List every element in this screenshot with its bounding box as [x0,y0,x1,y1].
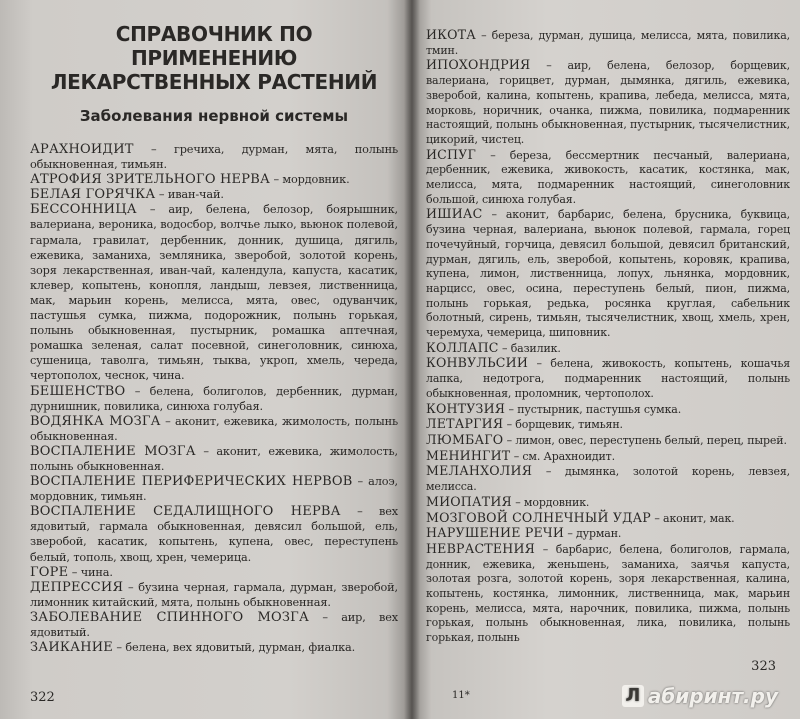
entry-plants: – чина. [68,565,113,579]
entry-plants: – береза, дурман, душица, мелисса, мята, повилика, тмин. [426,29,790,57]
entry-term: НАРУШЕНИЕ РЕЧИ [426,525,565,541]
entry-term: АТРОФИЯ ЗРИТЕЛЬНОГО НЕРВА [30,172,270,188]
page-number-left: 322 [30,690,55,705]
entry-plants: – аконит, мак. [651,511,735,525]
dictionary-entry [426,433,790,449]
entry-plants: – белена, болиголов, дербенник, дурман, дурнишник, повилика, синюха голубая. [30,384,398,413]
entry-plants: – борщевик, тимьян. [503,418,623,432]
section-subtitle: Заболевания нервной системы [79,107,349,125]
entry-plants: – бузина черная, гармала, дурман, зверобой, лимонник китайский, мята, полынь обыкновенная. [30,580,398,609]
dictionary-entry [426,356,790,401]
dictionary-entry [30,565,398,580]
entry-term: ВОСПАЛЕНИЕ ПЕРИФЕРИЧЕСКИХ НЕРВОВ [30,474,353,490]
dictionary-entry [426,449,790,465]
entry-term: ЛЮМБАГО [426,431,504,447]
entry-plants: – лимон, овес, переступень белый, перец, пырей. [503,433,787,447]
entry-term: ЛЕТАРГИЯ [426,416,504,432]
dictionary-entry [426,495,790,511]
entry-plants: – аир, белена, белозор, боярышник, валериана, вероника, водосбор, волчье лыко, вьюнок полевой, гармала, гравилат, дербенник, донник, душица, дягиль, ежевика, заманиха, земляника, зверобой, золотой корень, зоря лекарственная, иван-чай, календула, капуста, касатик, клевер, копытень, конопля, ландыш, левзея, лиственница, мак, марьин корень, мелисса, мята, овес, одуванчик, пастушья сумка, пижма, подорожник, полынь горькая, полынь обыкновенная, пустырник, ромашка аптечная, ромашка зеленая, салат посевной, синеголовник, синюха, сушеница, таволга, тимьян, тыква, укроп, хмель, череда, чертополох, чеснок, чина. [30,203,398,383]
entry-plants: – аконит, ежевика, жимолость, полынь обыкновенная. [30,444,399,473]
entry-plants: – вех ядовитый, гармала обыкновенная, девясил большой, ель, зверобой, касатик, копытень, купена, овес, переступень белый, тополь, хвощ, хрен, чемерица. [30,505,398,564]
entry-term: ДЕПРЕССИЯ [30,579,124,595]
entry-plants: – мордовник. [270,173,350,187]
entry-plants: – аир, белена, белозор, борщевик, валериана, горицвет, дурман, дымянка, дягиль, ежевика, зверобой, калина, копытень, крапива, лебеда, мелисса, мята, морковь, норичник, очанка, пижма, повилика, подмаренник настоящий, полынь обыкновенная, пустырник, тысячелистник, цикорий, чистец. [426,59,790,146]
entry-plants: – пустырник, пастушья сумка. [505,402,682,416]
signature-mark: 11* [452,690,470,701]
title-line-2: ЛЕКАРСТВЕННЫХ РАСТЕНИЙ [50,70,378,94]
entry-plants: – мордовник. [511,495,590,509]
entry-term: ЗАБОЛЕВАНИЕ СПИННОГО МОЗГА [30,609,310,625]
entry-plants: – базилик. [498,341,561,355]
entry-term: НЕВРАСТЕНИЯ [426,540,536,556]
entry-plants: – береза, бессмертник песчаный, валериана, дербенник, ежевика, живокость, касатик, костянка, мак, мелисса, мята, подмаренник настоящий, синеголовник большой, синюха голубая. [426,148,790,206]
entry-term: МИОПАТИЯ [426,493,512,509]
dictionary-entry [30,504,398,564]
dictionary-entry [30,142,398,172]
dictionary-entry [426,58,790,147]
entry-plants: – см. Арахноидит. [510,449,615,463]
dictionary-entry [30,610,398,640]
entry-term: КОЛЛАПС [426,339,499,355]
entry-term: ГОРЕ [30,564,69,580]
entry-term: БЕССОННИЦА [30,202,137,218]
labirint-watermark [622,684,778,708]
dictionary-entry [426,341,790,357]
entry-term: БЕШЕНСТВО [30,383,126,399]
labirint-logo-icon: Л [622,685,644,707]
dictionary-entry [426,464,790,494]
entry-plants: – иван-чай. [155,188,224,202]
dictionary-entry [30,474,398,504]
entry-term: МЕЛАНХОЛИЯ [426,463,533,479]
watermark-text: абиринт.ру [647,684,778,708]
left-entry-list [30,142,398,655]
dictionary-entry [426,148,790,208]
entry-plants: – дымянка, золотой корень, левзея, мелисса. [426,465,790,494]
dictionary-entry [30,172,398,187]
dictionary-entry [426,526,790,542]
entry-term: ВОСПАЛЕНИЕ МОЗГА [30,443,196,459]
entry-term: АРАХНОИДИТ [30,142,134,157]
dictionary-entry [30,640,398,655]
dictionary-entry [30,580,398,610]
entry-plants: – аконит, ежевика, жимолость, полынь обыкновенная. [30,414,398,443]
dictionary-entry [30,384,398,414]
entry-plants: – белена, живокость, копытень, кошачья лапка, недотрога, подмаренник настоящий, полынь обыкновенная, проломник, чертополох. [426,357,790,400]
entry-plants: – дурман. [564,527,622,541]
dictionary-entry [30,187,398,202]
dictionary-entry [426,542,790,646]
dictionary-entry [30,444,398,474]
right-page [412,0,800,719]
dictionary-entry [426,511,790,527]
title-line-1: СПРАВОЧНИК ПО ПРИМЕНЕНИЮ [115,22,313,70]
entry-term: КОНВУЛЬСИИ [426,355,529,371]
entry-plants: – гречиха, дурман, мята, полынь обыкновенная, тимьян. [30,143,398,172]
dictionary-entry [426,402,790,418]
entry-term: ИПОХОНДРИЯ [426,57,531,73]
entry-term: ИШИАС [426,206,483,222]
dictionary-entry [30,202,398,383]
entry-term: ИСПУГ [426,146,477,162]
right-entry-list [426,28,790,646]
entry-term: БЕЛАЯ ГОРЯЧКА [30,187,156,203]
entry-term: МОЗГОВОЙ СОЛНЕЧНЫЙ УДАР [426,509,651,525]
book-gutter [404,0,420,719]
entry-plants: – аир, вех ядовитый. [30,610,398,639]
dictionary-entry [426,207,790,340]
entry-term: ЗАИКАНИЕ [30,640,113,656]
entry-plants: – белена, вех ядовитый, дурман, фиалка. [112,641,356,655]
entry-term: ИКОТА [426,27,476,42]
entry-plants: – барбарис, белена, болиголов, гармала, донник, ежевика, женьшень, заманиха, заячья капуста, золотая розга, золотой корень, зоря лекарственная, калина, копытень, костянка, лимонник, лиственница, мак, марьин корень, мелисса, мята, нарочник, повилика, пижма, полынь горькая, полынь обыкновенная, лика, повилика, полынь горькая, полынь [426,542,790,645]
entry-term: КОНТУЗИЯ [426,400,506,416]
page-number-right: 323 [751,659,776,674]
entry-plants: – алоэ, мордовник, тимьян. [30,475,398,504]
page-title [30,22,398,94]
dictionary-entry [30,414,398,444]
dictionary-entry [426,417,790,433]
entry-term: МЕНИНГИТ [426,447,511,463]
entry-term: ВОСПАЛЕНИЕ СЕДАЛИЩНОГО НЕРВА [30,504,341,520]
dictionary-entry [426,28,790,58]
entry-term: ВОДЯНКА МОЗГА [30,413,161,429]
entry-plants: – аконит, барбарис, белена, брусника, буквица, бузина черная, валериана, вьюнок полевой, гармала, горец почечуйный, горчица, девясил большой, девясил британский, дурман, дягиль, ель, зверобой, копытень, коровяк, крапива, купена, лимон, лиственница, лопух, льнянка, мордовник, нарцисс, овес, осина, переступень белый, пион, пижма, полынь горькая, редька, росянка круглая, сабельник болотный, сирень, тимьян, тысячелистник, хвощ, хмель, хрен, черемуха, чемерица, шиповник. [426,208,790,340]
